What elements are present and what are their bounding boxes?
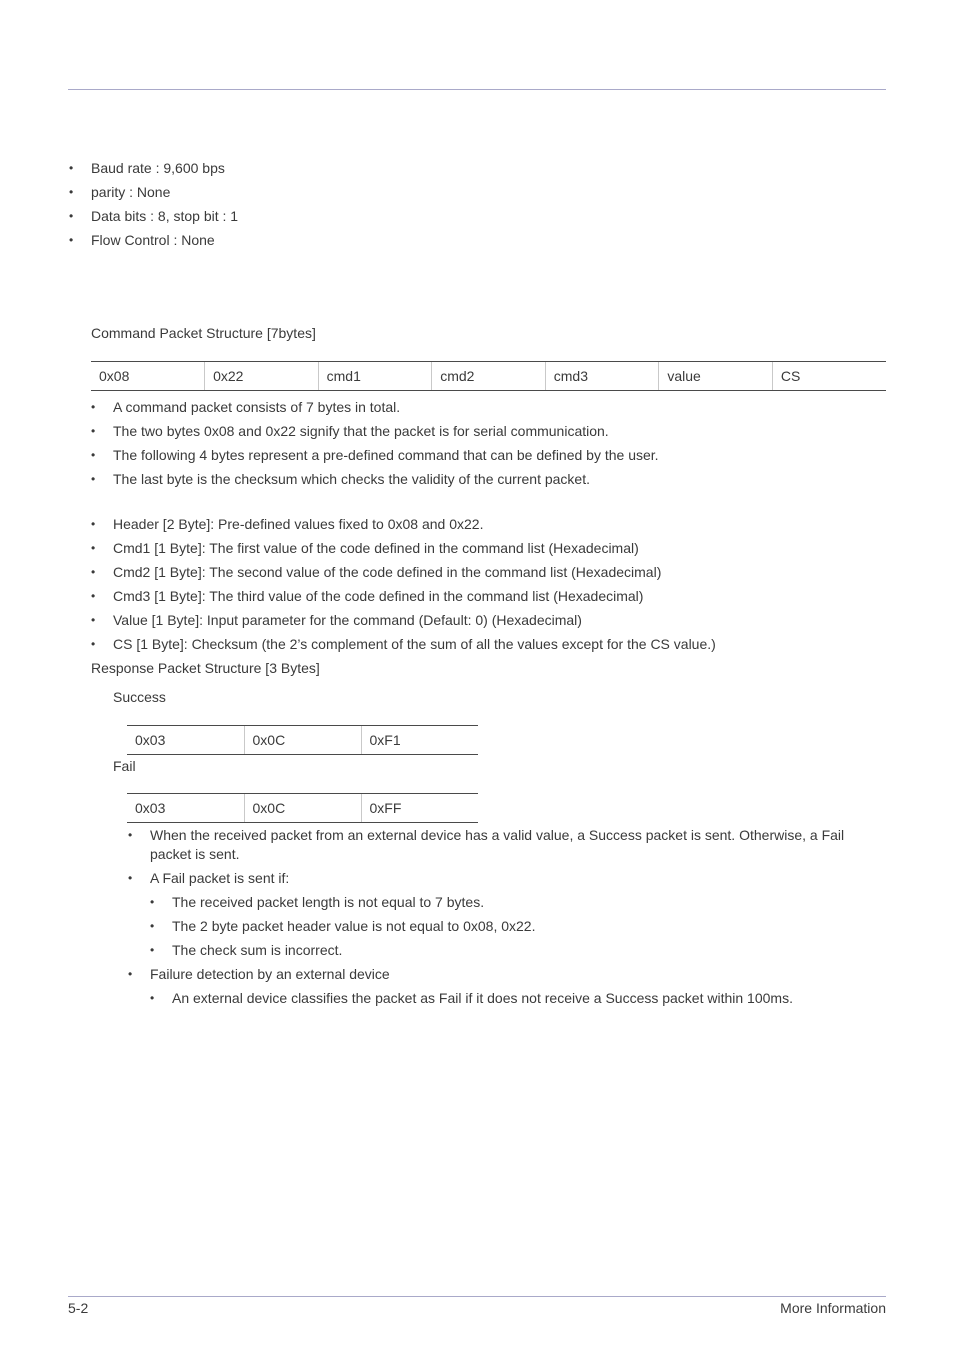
success-label: Success — [113, 689, 166, 705]
command-packet-note: • A command packet consists of 7 bytes in total. — [113, 398, 400, 416]
command-field-item: • Header [2 Byte]: Pre-defined values fixed to 0x08 and 0x22. — [113, 515, 483, 533]
response-note: • Failure detection by an external device — [150, 965, 390, 983]
footer-rule — [68, 1296, 886, 1297]
command-field-item: • Cmd1 [1 Byte]: The first value of the code defined in the command list (Hexadecimal) — [113, 539, 639, 557]
command-packet-cell: cmd1 — [318, 362, 432, 391]
fail-packet-cell: 0xFF — [361, 794, 478, 823]
command-packet-cell: value — [659, 362, 773, 391]
success-packet-cell: 0x03 — [127, 726, 244, 755]
fail-label: Fail — [113, 758, 136, 774]
response-note: • When the received packet from an external device has a valid value, a Success packet is sent. Otherwise, a Fail packet is sent. — [150, 826, 880, 864]
command-field-item: • Cmd3 [1 Byte]: The third value of the code defined in the command list (Hexadecimal) — [113, 587, 643, 605]
command-packet-note: • The following 4 bytes represent a pre-defined command that can be defined by the user. — [113, 446, 659, 464]
command-packet-cell: 0x08 — [91, 362, 205, 391]
response-note: • A Fail packet is sent if: — [150, 869, 289, 887]
fail-packet-cell: 0x0C — [244, 794, 361, 823]
command-packet-table — [91, 361, 886, 391]
fail-packet-cell: 0x03 — [127, 794, 244, 823]
command-packet-cell: cmd3 — [545, 362, 659, 391]
serial-setting-item: • Baud rate : 9,600 bps — [91, 159, 225, 177]
command-packet-cell: 0x22 — [205, 362, 319, 391]
success-packet-cell: 0xF1 — [361, 726, 478, 755]
command-packet-title: Command Packet Structure [7bytes] — [91, 325, 316, 341]
serial-setting-item: • Data bits : 8, stop bit : 1 — [91, 207, 238, 225]
command-packet-cell: CS — [772, 362, 886, 391]
header-rule — [68, 89, 886, 90]
command-field-item: • Cmd2 [1 Byte]: The second value of the code defined in the command list (Hexadecimal) — [113, 563, 661, 581]
command-packet-note: • The last byte is the checksum which checks the validity of the current packet. — [113, 470, 590, 488]
footer-section-title: More Information — [780, 1300, 886, 1316]
fail-reason-item: • The check sum is incorrect. — [172, 941, 342, 959]
detection-detail: • An external device classifies the packet as Fail if it does not receive a Success packet within 100ms. — [172, 989, 793, 1007]
page-number: 5-2 — [68, 1300, 89, 1316]
fail-reason-item: • The 2 byte packet header value is not equal to 0x08, 0x22. — [172, 917, 535, 935]
command-packet-note: • The two bytes 0x08 and 0x22 signify that the packet is for serial communication. — [113, 422, 609, 440]
fail-packet-table — [127, 793, 478, 823]
serial-setting-item: • parity : None — [91, 183, 170, 201]
success-packet-table — [127, 725, 478, 755]
success-packet-cell: 0x0C — [244, 726, 361, 755]
command-field-item: • CS [1 Byte]: Checksum (the 2’s complement of the sum of all the values except for the CS value.) — [113, 635, 716, 653]
serial-setting-item: • Flow Control : None — [91, 231, 215, 249]
response-packet-title: Response Packet Structure [3 Bytes] — [91, 660, 320, 676]
command-packet-cell: cmd2 — [432, 362, 546, 391]
fail-reason-item: • The received packet length is not equal to 7 bytes. — [172, 893, 484, 911]
command-field-item: • Value [1 Byte]: Input parameter for the command (Default: 0) (Hexadecimal) — [113, 611, 582, 629]
